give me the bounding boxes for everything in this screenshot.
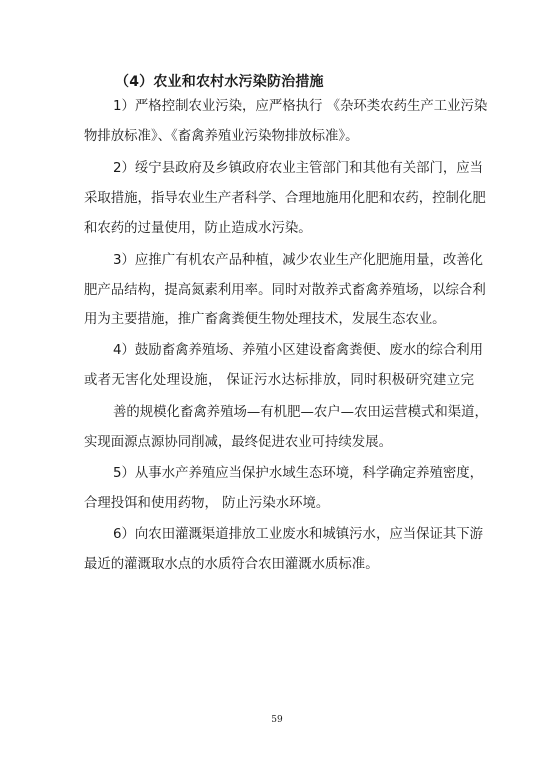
paragraph-6-line-1: 6）向农田灌溉渠道排放工业废水和城镇污水，应当保证其下游 [113,527,484,542]
paragraph-4-line-4: 实现面源点源协同削减，最终促进农业可持续发展。 [84,435,392,450]
paragraph-2-line-1: 2）绥宁县政府及乡镇政府农业主管部门和其他有关部门，应当 [113,161,484,176]
page-number: 59 [271,715,283,725]
paragraph-6-line-2: 最近的灌溉取水点的水质符合农田灌溉水质标准。 [84,557,379,572]
paragraph-2-line-3: 和农药的过量使用，防止造成水污染。 [84,221,312,236]
paragraph-3-line-2: 肥产品结构，提高氮素利用率。同时对散养式畜禽养殖场，以综合利 [84,283,486,298]
paragraph-3-line-1: 3）应推广有机农产品种植，减少农业生产化肥施用量，改善化 [113,253,484,268]
paragraph-2-line-2: 采取措施，指导农业生产者科学、合理地施用化肥和农药，控制化肥 [84,191,486,206]
paragraph-3-line-3: 用为主要措施，推广畜禽粪便生物处理技术，发展生态农业。 [84,312,446,327]
section-heading: （4）农业和农村水污染防治措施 [115,74,324,90]
paragraph-1-line-2: 物排放标准》、《畜禽养殖业污染物排放标准》。 [84,129,359,144]
paragraph-1-line-1: 1）严格控制农业污染，应严格执行 《杂环类农药生产工业污染 [113,99,488,114]
paragraph-4-line-1: 4）鼓励畜禽养殖场、养殖小区建设畜禽粪便、废水的综合利用 [113,343,484,358]
paragraph-4-line-2: 或者无害化处理设施， 保证污水达标排放，同时积极研究建立完 [84,373,474,388]
paragraph-5-line-2: 合理投饵和使用药物， 防止污染水环境。 [84,496,330,511]
paragraph-4-line-3: 善的规模化畜禽养殖场—有机肥—农户—农田运营模式和渠道， [113,405,488,420]
paragraph-5-line-1: 5）从事水产养殖应当保护水域生态环境，科学确定养殖密度， [113,466,484,481]
